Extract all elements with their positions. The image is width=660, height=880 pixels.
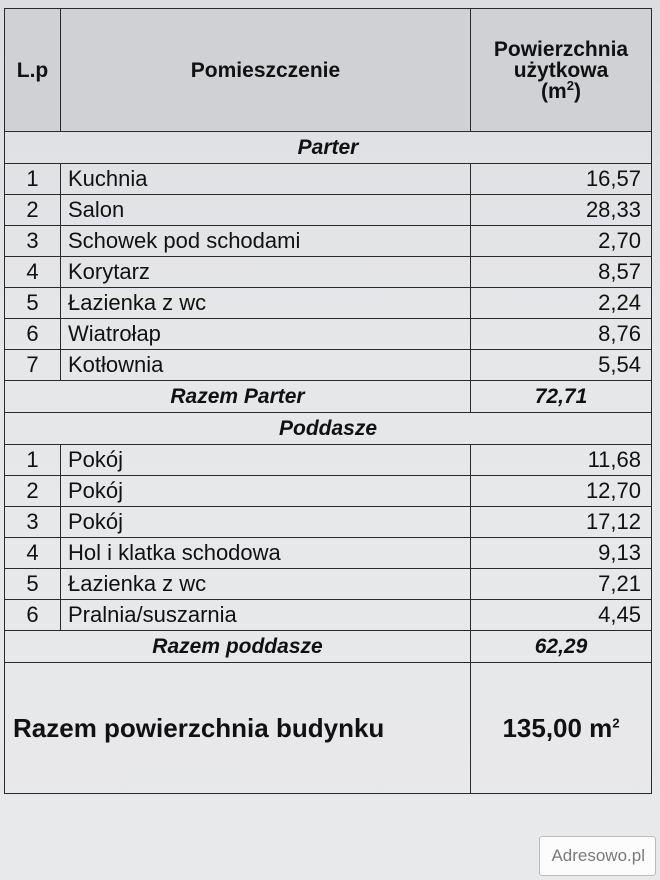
row-name: Łazienka z wc [61, 569, 471, 600]
row-name: Pokój [61, 507, 471, 538]
area-table [4, 8, 652, 794]
row-area: 9,13 [471, 538, 652, 569]
row-area: 2,24 [471, 288, 652, 319]
table-row [5, 319, 652, 350]
header-area [471, 9, 652, 132]
row-name: Schowek pod schodami [61, 226, 471, 257]
row-area: 28,33 [471, 195, 652, 226]
table-row [5, 569, 652, 600]
table-row [5, 350, 652, 381]
row-lp: 1 [5, 445, 61, 476]
total-row-poddasze [5, 631, 652, 663]
total-label-parter: Razem Parter [5, 381, 471, 413]
row-name: Wiatrołap [61, 319, 471, 350]
table-row [5, 257, 652, 288]
header-lp: L.p [5, 9, 61, 132]
total-value-poddasze: 62,29 [471, 631, 652, 663]
header-area-line2: użytkowa [513, 58, 609, 82]
table-row [5, 195, 652, 226]
row-name: Łazienka z wc [61, 288, 471, 319]
total-value-parter: 72,71 [471, 381, 652, 413]
row-area: 17,12 [471, 507, 652, 538]
row-area: 5,54 [471, 350, 652, 381]
section-parter [5, 132, 652, 164]
table-row [5, 507, 652, 538]
table-row [5, 538, 652, 569]
row-area: 2,70 [471, 226, 652, 257]
row-area: 4,45 [471, 600, 652, 631]
row-area: 8,57 [471, 257, 652, 288]
header-room: Pomieszczenie [61, 9, 471, 132]
table-row [5, 288, 652, 319]
row-name: Hol i klatka schodowa [61, 538, 471, 569]
table-row [5, 164, 652, 195]
row-area: 7,21 [471, 569, 652, 600]
row-lp: 6 [5, 319, 61, 350]
total-label-poddasze: Razem poddasze [5, 631, 471, 663]
row-lp: 5 [5, 288, 61, 319]
row-lp: 4 [5, 257, 61, 288]
adresowo-watermark: Adresowo.pl [539, 836, 656, 876]
row-lp: 3 [5, 226, 61, 257]
row-area: 12,70 [471, 476, 652, 507]
section-title-parter: Parter [5, 132, 652, 164]
total-row-parter [5, 381, 652, 413]
section-poddasze [5, 413, 652, 445]
row-area: 11,68 [471, 445, 652, 476]
row-name: Pokój [61, 476, 471, 507]
row-name: Kuchnia [61, 164, 471, 195]
table-header-row [5, 9, 652, 132]
grand-total-row [5, 663, 652, 794]
grand-total-label: Razem powierzchnia budynku [5, 663, 471, 794]
row-name: Salon [61, 195, 471, 226]
row-name: Pokój [61, 445, 471, 476]
table-row [5, 476, 652, 507]
table-row [5, 226, 652, 257]
table-row [5, 445, 652, 476]
row-area: 8,76 [471, 319, 652, 350]
row-lp: 2 [5, 195, 61, 226]
row-lp: 7 [5, 350, 61, 381]
row-lp: 6 [5, 600, 61, 631]
row-lp: 3 [5, 507, 61, 538]
header-area-line1: Powierzchnia [493, 37, 629, 61]
header-area-line3: $(m^2)$ [541, 77, 581, 103]
grand-total-value: 135,00 $m^2$ [471, 663, 652, 794]
row-name: Kotłownia [61, 350, 471, 381]
row-name: Korytarz [61, 257, 471, 288]
row-lp: 2 [5, 476, 61, 507]
table-row [5, 600, 652, 631]
section-title-poddasze: Poddasze [5, 413, 652, 445]
row-lp: 1 [5, 164, 61, 195]
row-lp: 4 [5, 538, 61, 569]
row-area: 16,57 [471, 164, 652, 195]
row-lp: 5 [5, 569, 61, 600]
row-name: Pralnia/suszarnia [61, 600, 471, 631]
